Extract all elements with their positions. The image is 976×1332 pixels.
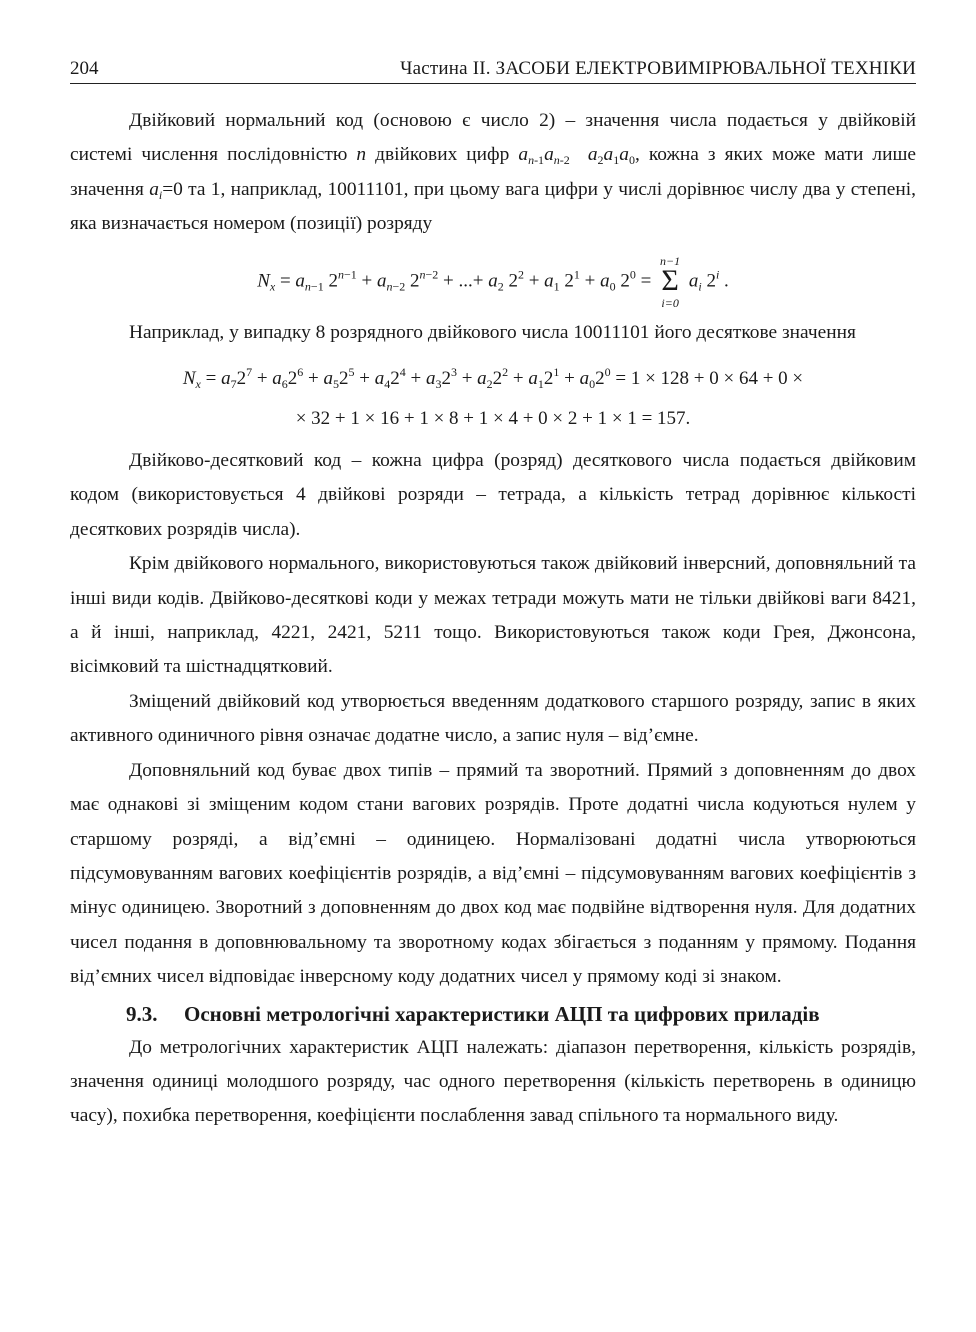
page	[70, 58, 916, 1134]
formula-binary-weight-sum: $N_x = a_{n-1}$ $2^{n-1} + a_{n-2}$ $2^{n-2}$ + ...+ $a_2$ $2^2 + a_1$ $2^1 + a_0$ $2^0$ = n−1 Σ i=0 $a_i$ 2$^i$ .	[257, 253, 729, 310]
section-title: Основні метрологічні характеристики АЦП та цифрових приладів	[184, 1001, 820, 1026]
paragraph-binary-normal-code: Двійковий нормальний код (основою є число 2) – значення числа подається у двійковій системі числення послідовністю n двійкових цифр $a_{n-1}a_{n-2}$ $a_2a_1a_0$, кожна з яких може мати лише значення $a_i=0$ та 1, наприклад, 10011101, при цьому вага цифри у числі дорівнює числу два у степені, яка визначається номером (позиції) розряду	[70, 110, 917, 235]
running-header	[70, 58, 916, 84]
formula-example-line-1: $N_x = a_72^7 + a_62^6 + a_52^5 + a_42^4 + a_32^3 + a_22^2 + a_12^1 + a_02^0 = 1 \times 128 + 0 \times 64 + 0$ ×	[182, 365, 804, 392]
paragraph-bcd: Двійково-десятковий код – кожна цифра (розряд) десяткового числа подається двійковим кодом (використовується 4 двійкові розряди – тетрада, а кількість тетрад дорівнює кількості десяткових розрядів числа).	[70, 450, 916, 540]
paragraph-example-8bit: Наприклад, у випадку 8 розрядного двійкового числа 10011101 його десяткове значення	[129, 321, 856, 343]
summation-sign: n−1 Σ i=0	[660, 253, 681, 310]
section-heading	[70, 1001, 916, 1027]
section-number: 9.3.	[126, 1001, 158, 1026]
page-number: 204	[70, 58, 99, 79]
paragraph-other-codes: Крім двійкового нормального, використовуються також двійковий інверсний, доповняльний та інші види кодів. Двійково-десяткові коди у межах тетради можуть мати не тільки двійкові ваги 8421, а й інші, наприклад, 4221, 2421, 5211 тощо. Використовуються також коди Грея, Джонсона, вісімковий та шістнадцятковий.	[70, 553, 916, 678]
formula-example-line-2: × 32 + 1 × 16 + 1 × 8 + 1 × 4 + 0 × 2 + 1 × 1 = 157.	[295, 408, 691, 430]
paragraph-metrological: До метрологічних характеристик АЦП належать: діапазон перетворення, кількість розрядів, значення одиниці молодшого розряду, час одного перетворення (кількість перетворень в одиницю часу), похибка перетворення, коефіцієнти послаблення завад спільного та нормального виду.	[70, 1036, 916, 1127]
running-title: Частина II. ЗАСОБИ ЕЛЕКТРОВИМІРЮВАЛЬНОЇ ТЕХНІКИ	[400, 58, 916, 79]
paragraph-offset-binary: Зміщений двійковий код утворюється введенням додаткового старшого розряду, запис в яких активного одиничного рівня означає додатне число, а запис нуля – від’ємне.	[70, 690, 916, 747]
paragraph-complement-code: Доповняльний код буває двох типів – прямий та зворотний. Прямий з доповненням до двох має однакові зі зміщеним кодом стани вагових розрядів. Проте додатні числа кодуються нулем у старшому розряді, а від’ємні – одиницею. Нормалізовані додатні числа утворюються підсумовуванням вагових коефіцієнтів розрядів, а від’ємні – підсумовуванням вагових коефіцієнтів з мінус одиницею. Зворотний з доповненням до двох код має подвійне відтворення нуля. Для додатних чисел подання в доповнювальному та зворотному кодах збігається з поданням у прямому. Подання від’ємних чисел відповідає інверсному коду додатних чисел у прямому коді зі знаком.	[70, 759, 916, 988]
